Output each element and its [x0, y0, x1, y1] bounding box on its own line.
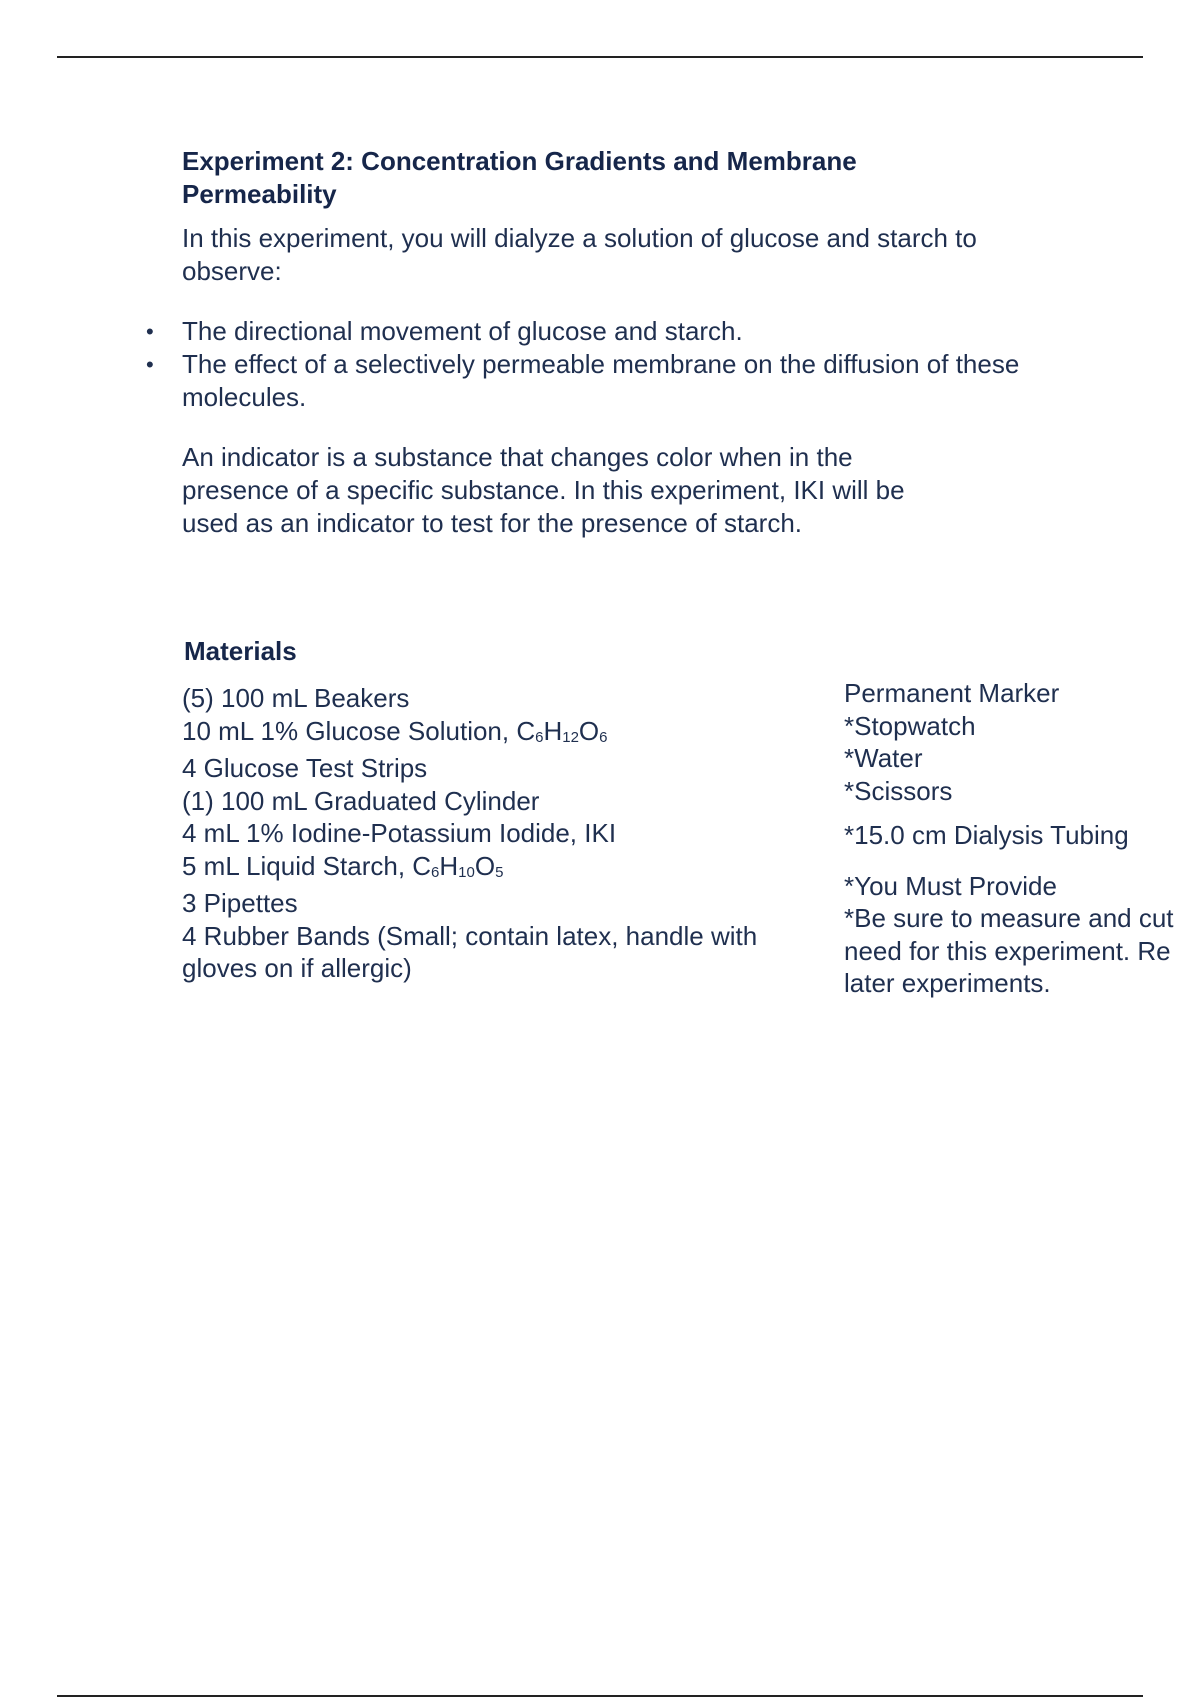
paragraph-line: An indicator is a substance that changes color when in the — [182, 442, 853, 472]
material-item: *Stopwatch — [844, 710, 976, 741]
materials-list-right — [844, 677, 1200, 1000]
element-symbol: H — [439, 850, 459, 881]
materials-heading: Materials — [184, 636, 297, 666]
intro-text: In this experiment, you will dialyze a solution of glucose and starch to observe: — [182, 223, 977, 286]
material-item: *15.0 cm Dialysis Tubing — [844, 820, 1129, 850]
paragraph-line: used as an indicator to test for the presence of starch. — [182, 508, 803, 538]
list-item-text: The directional movement of glucose and starch. — [182, 316, 743, 346]
subscript: 6 — [535, 728, 544, 746]
provide-note: *You Must Provide — [844, 870, 1057, 901]
experiment-title: Experiment 2: Concentration Gradients and Membrane Permeability — [182, 146, 857, 209]
material-item: 4 mL 1% Iodine-Potassium Iodide, IKI — [182, 818, 617, 848]
material-item-glucose — [182, 715, 822, 753]
subscript: 6 — [431, 863, 440, 881]
subscript: 5 — [495, 863, 504, 881]
paragraph-line: presence of a specific substance. In this experiment, IKI will be — [182, 475, 905, 505]
top-rule — [57, 56, 1143, 58]
observation-list — [146, 315, 1042, 414]
bottom-rule — [57, 1695, 1143, 1697]
list-item-text: The effect of a selectively permeable membrane on the diffusion of these molecules. — [182, 349, 1020, 412]
material-text: 5 mL Liquid Starch, C — [182, 850, 432, 881]
material-item: (1) 100 mL Graduated Cylinder — [182, 785, 540, 816]
measure-note-line: need for this experiment. Re — [844, 935, 1171, 966]
material-item: Permanent Marker — [844, 678, 1060, 708]
bullet-icon: • — [146, 319, 154, 344]
material-item: 4 Rubber Bands (Small; contain latex, handle with gloves on if allergic) — [182, 920, 758, 983]
materials-list-left — [182, 682, 822, 985]
material-item-starch — [182, 850, 822, 888]
element-symbol: H — [543, 715, 563, 746]
material-item: 4 Glucose Test Strips — [182, 753, 428, 783]
material-item: 3 Pipettes — [182, 888, 298, 918]
measure-note-line: *Be sure to measure and cut — [844, 903, 1174, 933]
element-symbol: O — [474, 850, 496, 881]
bullet-icon: • — [146, 352, 154, 377]
material-item: *Scissors — [844, 775, 953, 806]
element-symbol: O — [578, 715, 600, 746]
material-text: 10 mL 1% Glucose Solution, C — [182, 715, 536, 746]
indicator-paragraph — [182, 441, 1042, 540]
material-item: (5) 100 mL Beakers — [182, 683, 410, 713]
subscript: 6 — [599, 728, 608, 746]
material-item: *Water — [844, 743, 923, 773]
subscript: 12 — [562, 728, 579, 746]
subscript: 10 — [458, 863, 475, 881]
measure-note-line: later experiments. — [844, 968, 1051, 998]
list-item — [146, 315, 1042, 348]
list-item — [146, 348, 1042, 414]
